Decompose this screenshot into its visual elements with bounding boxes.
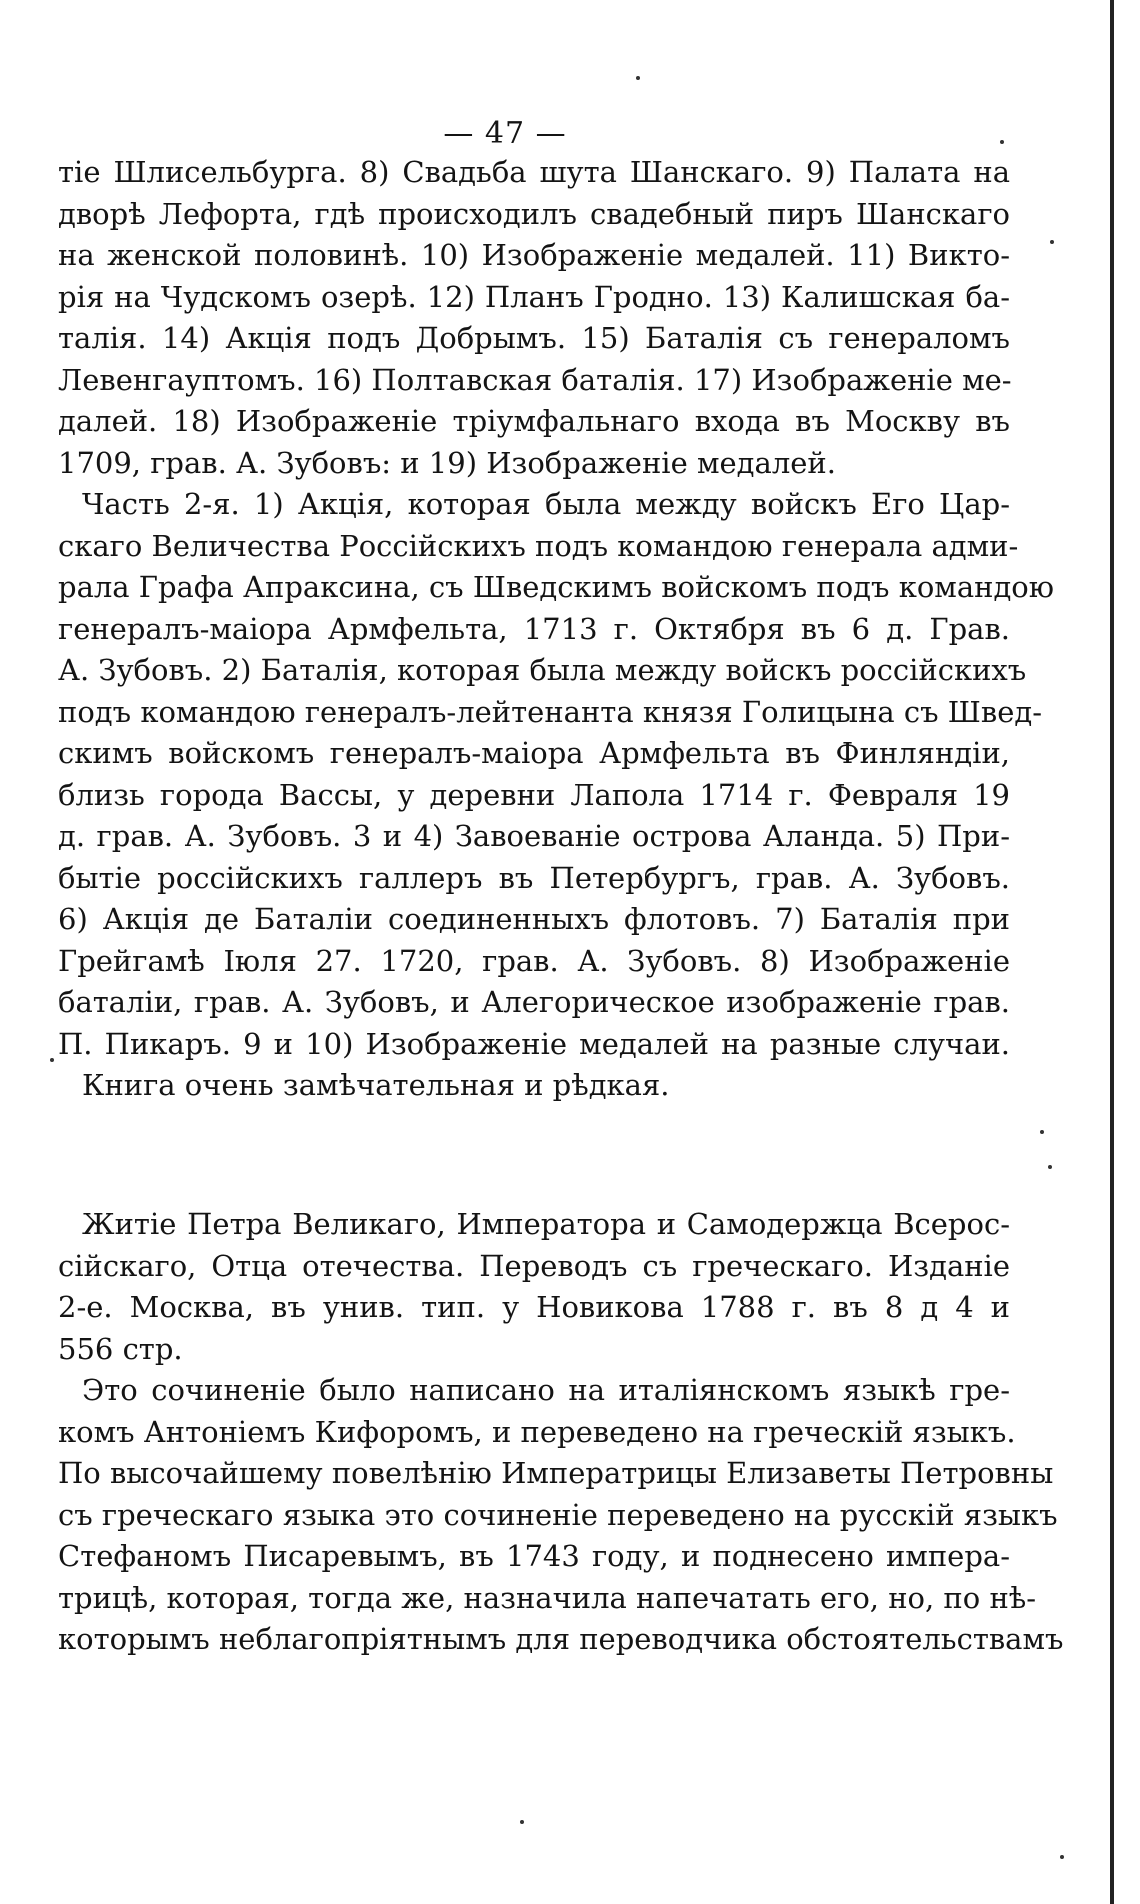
paragraph-continuation [58, 152, 1010, 484]
text-line: тіе Шлисельбурга. 8) Свадьба шута Шанскаго. 9) Палата на [58, 155, 1010, 189]
bibliography-entry [58, 1204, 1010, 1370]
text-line: сійскаго, Отца отечества. Переводъ съ греческаго. Изданіе [58, 1248, 1010, 1283]
scan-speck [1060, 1855, 1064, 1859]
text-line: скимъ войскомъ генералъ-маіора Армфельта въ Финляндіи, [58, 736, 1010, 770]
text-line: близь города Вассы, у деревни Лапола 1714 г. Февраля 19 [58, 777, 1010, 812]
text-line: рія на Чудскомъ озерѣ. 12) Планъ Гродно. 13) Калишская ба- [58, 279, 1010, 314]
text-line: Часть 2-я. 1) Акція, которая была между войскъ Его Цар- [82, 487, 1010, 521]
page-number: — 47 — [443, 116, 567, 151]
text-line: подъ командою генералъ-лейтенанта князя Голицына съ Швед- [58, 694, 1043, 729]
text-line: на женской половинѣ. 10) Изображеніе медалей. 11) Викто- [58, 238, 1010, 272]
text-line: баталіи, грав. А. Зубовъ, и Алегорическое изображеніе грав. [58, 985, 1010, 1019]
text-line: 6) Акція де Баталіи соединенныхъ флотовъ. 7) Баталія при [58, 902, 1010, 936]
paragraph-part-two [58, 484, 1055, 1107]
text-line: Книга очень замѣчательная и рѣдкая. [82, 1068, 670, 1102]
text-line: Стефаномъ Писаревымъ, въ 1743 году, и поднесено импера- [58, 1539, 1010, 1573]
text-line: 1709, грав. А. Зубовъ: и 19) Изображеніе медалей. [58, 445, 836, 480]
text-line: Житіе Петра Великаго, Императора и Самодержца Всерос- [82, 1207, 1010, 1241]
text-line: д. грав. А. Зубовъ. 3 и 4) Завоеваніе острова Аланда. 5) При- [58, 819, 1010, 853]
scan-speck [1048, 1165, 1052, 1169]
text-line: трицѣ, которая, тогда же, назначила напечатать его, но, по нѣ- [58, 1580, 1037, 1615]
text-line: 2-е. Москва, въ унив. тип. у Новикова 1788 г. въ 8 д 4 и [58, 1290, 1010, 1324]
text-line: съ греческаго языка это сочиненіе переведено на русскій языкъ [58, 1497, 1058, 1532]
scan-speck [1040, 1130, 1044, 1134]
text-line: П. Пикаръ. 9 и 10) Изображеніе медалей на разные случаи. [58, 1026, 1010, 1061]
scan-speck [520, 1820, 524, 1824]
text-line: далей. 18) Изображеніе тріумфальнаго входа въ Москву въ [58, 404, 1010, 438]
text-line: бытіе россійскихъ галлеръ въ Петербургъ, грав. А. Зубовъ. [58, 860, 1010, 895]
text-line: 556 стр. [58, 1331, 183, 1366]
text-line: рала Графа Апраксина, съ Шведскимъ войскомъ подъ командою [58, 570, 1055, 604]
text-line: генералъ-маіора Армфельта, 1713 г. Октября въ 6 д. Грав. [58, 611, 1010, 646]
text-line: дворѣ Лефорта, гдѣ происходилъ свадебный пиръ Шанскаго [58, 196, 1010, 231]
text-line: Левенгауптомъ. 16) Полтавская баталія. 17) Изображеніе ме- [58, 362, 1012, 397]
scan-speck [1050, 240, 1054, 244]
text-line: талія. 14) Акція подъ Добрымъ. 15) Баталія съ генераломъ [58, 321, 1010, 355]
text-line: Это сочиненіе было написано на италіянскомъ языкѣ гре- [82, 1373, 1010, 1407]
text-line: А. Зубовъ. 2) Баталія, которая была между войскъ россійскихъ [58, 653, 1027, 687]
text-line: По высочайшему повелѣнію Императрицы Елизаветы Петровны [58, 1456, 1054, 1490]
text-line: Грейгамѣ Іюля 27. 1720, грав. А. Зубовъ. 8) Изображеніе [58, 943, 1010, 978]
scan-speck [50, 1058, 54, 1062]
text-line: комъ Антоніемъ Кифоромъ, и переведено на греческій языкъ. [58, 1414, 1016, 1449]
page-edge-line [1110, 0, 1114, 1904]
text-line: которымъ неблагопріятнымъ для переводчика обстоятельствамъ [58, 1622, 1064, 1656]
scan-speck [1000, 140, 1004, 144]
paragraph-description [58, 1370, 1064, 1661]
scan-speck [636, 76, 640, 80]
text-line: скаго Величества Россійскихъ подъ командою генерала адми- [58, 528, 1019, 563]
